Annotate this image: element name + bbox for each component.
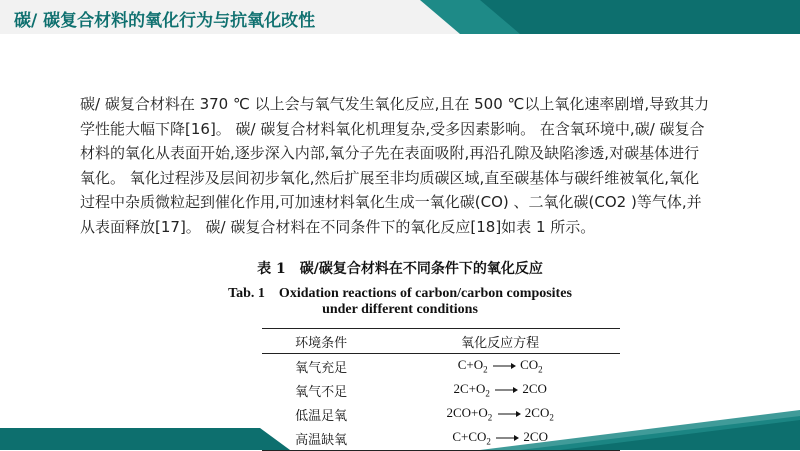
table-row bbox=[262, 378, 620, 402]
table-row bbox=[262, 354, 620, 379]
equation-right-base: 2CO bbox=[523, 429, 548, 445]
equation-left-base: C+CO bbox=[452, 429, 487, 445]
equation-left-base: 2C+O bbox=[453, 381, 486, 397]
equation-right-base: CO bbox=[520, 357, 539, 373]
equation-left bbox=[453, 381, 490, 399]
equation-right-subscript: 2 bbox=[538, 364, 543, 375]
equation-left-subscript: 2 bbox=[486, 436, 491, 447]
page-title: 碳/ 碳复合材料的氧化行为与抗氧化改性 bbox=[14, 11, 316, 31]
table-header-equation: 氧化反应方程 bbox=[380, 329, 620, 354]
equation-left-subscript: 2 bbox=[487, 412, 493, 423]
equation-left-subscript: 2 bbox=[485, 388, 490, 399]
table-header-condition: 环境条件 bbox=[262, 329, 380, 354]
equation-right-base: 2CO bbox=[524, 405, 550, 421]
arrow-icon bbox=[493, 386, 519, 394]
header-bar bbox=[0, 0, 800, 34]
equation-left-base: 2CO+O bbox=[446, 405, 488, 421]
equation-left bbox=[457, 357, 488, 375]
table-caption-en-line2: under different conditions bbox=[322, 302, 478, 317]
condition-cell: 氧气充足 bbox=[295, 360, 348, 376]
equation-right-subscript: 2 bbox=[549, 412, 554, 423]
equation-cell bbox=[380, 378, 620, 402]
equation-right bbox=[520, 357, 543, 375]
condition-cell: 高温缺氧 bbox=[262, 426, 380, 451]
footer-decoration bbox=[0, 410, 800, 450]
table-caption-en-line1: Tab. 1 Oxidation reactions of carbon/carbon composites bbox=[228, 286, 572, 301]
header-decoration bbox=[420, 0, 800, 34]
table-caption-cn: 表 1 碳/碳复合材料在不同条件下的氧化反应 bbox=[257, 261, 543, 277]
body-paragraph: 碳/ 碳复合材料在 370 ℃ 以上会与氧气发生氧化反应,且在 500 ℃以上氧化速率剧增,导致其力学性能大幅下降[16]。 碳/ 碳复合材料氧化机理复杂,受多因素影响。 在含氧环境中,碳/ 碳复合材料的氧化从表面开始,逐步深入内部,氧分子先在表面吸附,再沿孔隙及缺陷渗透,对碳基体进行氧化。 氧化过程涉及层间初步氧化,然后扩展至非均质碳区域,直至碳基体与碳纤维被氧化,氧化过程中杂质微粒起到催化作用,可加速材料氧化生成一氧化碳(CO) 、二氧化碳(CO2 )等气体,并从表面释放[17]。 碳/ 碳复合材料在不同条件下的氧化反应[18]如表 1 所示。 bbox=[80, 95, 710, 236]
condition-cell: 低温足氧 bbox=[295, 408, 348, 424]
equation-cell bbox=[380, 354, 620, 379]
arrow-icon bbox=[491, 362, 517, 370]
equation-right-base: 2CO bbox=[522, 381, 547, 397]
equation-right bbox=[522, 381, 547, 396]
condition-cell: 氧气不足 bbox=[295, 384, 348, 400]
equation-left-subscript: 2 bbox=[483, 364, 488, 375]
equation-left-base: C+O bbox=[457, 357, 484, 373]
